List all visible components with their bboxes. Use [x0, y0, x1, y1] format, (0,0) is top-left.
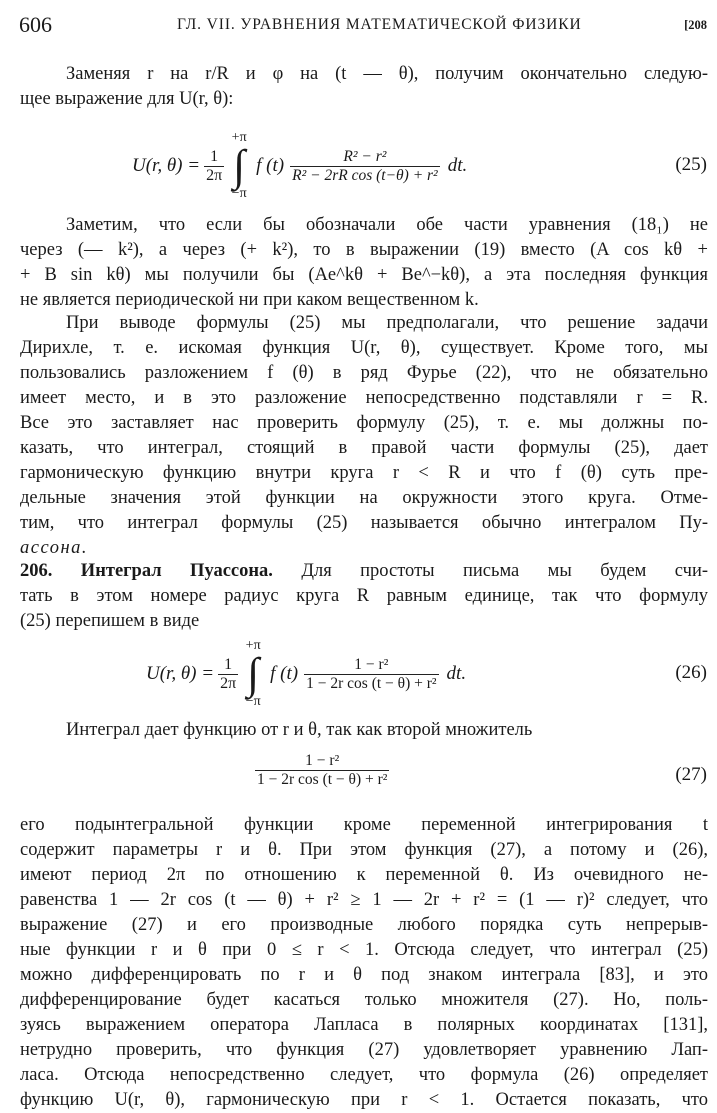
text-line: можно дифференцировать по r и θ под знаком интеграла [83], и это: [20, 965, 708, 985]
eq-lhs: U(r, θ) =: [146, 663, 215, 684]
text-line: выражение (27) и его производные любого порядка суть непрерыв-: [20, 915, 708, 935]
text-line: ные функции r и θ при 0 ≤ r < 1. Отсюда следует, что интеграл (25): [20, 940, 708, 960]
text-line: дельные значения этой функции на окружности этого круга. Отме-: [20, 488, 708, 508]
section-reference: [208: [684, 18, 707, 32]
integral-sign: +π ∫ −π: [242, 639, 264, 709]
fraction-numerator: R² − r²: [343, 147, 387, 165]
differential: dt.: [446, 663, 467, 684]
fraction-numerator: 1 − r²: [305, 752, 340, 769]
equation-number: (25): [675, 154, 707, 175]
text-line: функцию U(r, θ), гармоническую при r < 1. Остается показать, что: [20, 1090, 708, 1110]
text-line: тим, что интеграл формулы (25) называется обычно интегралом Пу-: [20, 513, 708, 533]
text-line: + B sin kθ) мы получили бы (Ae^kθ + Be^−kθ), а эта последняя функция: [20, 265, 708, 285]
text-line: ласа. Отсюда непосредственно следует, что формула (26) определяет: [20, 1065, 708, 1085]
integral-lower-limit: −π: [231, 186, 247, 201]
text-line: ассона.: [20, 538, 89, 558]
equation-number: (26): [675, 662, 707, 683]
equation-26: [0, 634, 717, 714]
coef-numerator: 1: [210, 147, 219, 165]
integrand-function: f (t): [256, 155, 285, 176]
text-line: При выводе формулы (25) мы предполагали, что решение задачи: [66, 313, 708, 333]
text-line: содержит параметры r и θ. При этом функция (27), а потому и (26),: [20, 840, 708, 860]
eq-fraction: [290, 148, 440, 185]
coef-denominator: 2π: [206, 166, 223, 184]
equation-number: (27): [675, 764, 707, 785]
coef-denominator: 2π: [220, 674, 237, 692]
text-line: щее выражение для U(r, θ):: [20, 89, 234, 109]
fraction-numerator: 1 − r²: [354, 655, 389, 673]
text-line: его подынтегральной функции кроме переменной интегрирования t: [20, 815, 708, 835]
paragraph-3: [20, 813, 708, 1113]
fraction-denominator: 1 − 2r cos (t − θ) + r²: [257, 771, 388, 788]
text-line: имеют период 2π по отношению к переменной θ. Из очевидного не-: [20, 865, 708, 885]
page-header: [19, 12, 707, 38]
integral-upper-limit: +π: [231, 130, 247, 145]
paragraph-2: [20, 311, 708, 561]
text-line: казать, что интеграл, стоящий в правой части формулы (25), дает: [20, 438, 708, 458]
text-line: зуясь выражением оператора Лапласа в полярных координатах [131],: [20, 1015, 708, 1035]
text-line: тать в этом номере радиус круга R равным единице, так что формулу: [20, 586, 708, 606]
text-line: имеет место, и в это разложение непосредственно подставляли r = R.: [20, 388, 708, 408]
fraction-denominator: R² − 2rR cos (t−θ) + r²: [292, 166, 438, 184]
text-segment: Для простоты письма мы будем счи-: [301, 561, 708, 581]
intro-paragraph: [20, 62, 708, 112]
running-title: ГЛ. VII. УРАВНЕНИЯ МАТЕМАТИЧЕСКОЙ ФИЗИКИ: [177, 16, 582, 33]
text-line: Дирихле, т. е. искомая функция U(r, θ), существует. Кроме того, мы: [20, 338, 708, 358]
text-line: через (— k²), а через (+ k²), то в выражении (19) вместо (A cos kθ +: [20, 240, 708, 260]
fraction-denominator: 1 − 2r cos (t − θ) + r²: [306, 674, 437, 692]
text-line: Все это заставляет нас проверить формулу (25), т. е. мы должны по-: [20, 413, 708, 433]
differential: dt.: [447, 155, 468, 176]
page-number: 606: [19, 12, 52, 37]
text-line: равенства 1 — 2r cos (t — θ) + r² ≥ 1 — 2r + r² = (1 — r)² следует, что: [20, 890, 708, 910]
section-heading: 206. Интеграл Пуассона.: [20, 561, 273, 581]
paragraph-1: [20, 213, 708, 313]
eq-coefficient: [218, 656, 238, 693]
integrand-function: f (t): [270, 663, 299, 684]
equation-25: [0, 126, 717, 206]
section-206: [20, 559, 708, 634]
text-line: Заметим, что если бы обозначали обе части уравнения (18₁) не: [66, 215, 708, 235]
integral-upper-limit: +π: [245, 638, 261, 653]
coef-numerator: 1: [224, 655, 233, 673]
section-heading-line: [20, 559, 708, 584]
eq-coefficient: [204, 148, 224, 185]
eq-fraction: [304, 656, 438, 693]
text-line: Заменяя r на r/R и φ на (t — θ), получим окончательно следую-: [66, 64, 708, 84]
text-line: Интеграл дает функцию от r и θ, так как второй множитель: [66, 720, 533, 740]
text-line: не является периодической ни при каком вещественном k.: [20, 290, 479, 310]
equation-27: [0, 748, 717, 804]
text-line: нетрудно проверить, что функция (27) удовлетворяет уравнению Лап-: [20, 1040, 708, 1060]
text-line: (25) перепишем в виде: [20, 611, 200, 631]
text-line: гармоническую функцию внутри круга r < R и что f (θ) суть пре-: [20, 463, 708, 483]
eq-lhs: U(r, θ) =: [132, 155, 201, 176]
mid-paragraph: [20, 718, 708, 743]
integral-lower-limit: −π: [245, 694, 261, 709]
text-line: дифференцирование будет касаться только множителя (27). Но, поль-: [20, 990, 708, 1010]
text-line: пользовались разложением f (θ) в ряд Фурье (22), что не обязательно: [20, 363, 708, 383]
eq-fraction: [255, 752, 389, 789]
integral-sign: +π ∫ −π: [228, 131, 250, 201]
